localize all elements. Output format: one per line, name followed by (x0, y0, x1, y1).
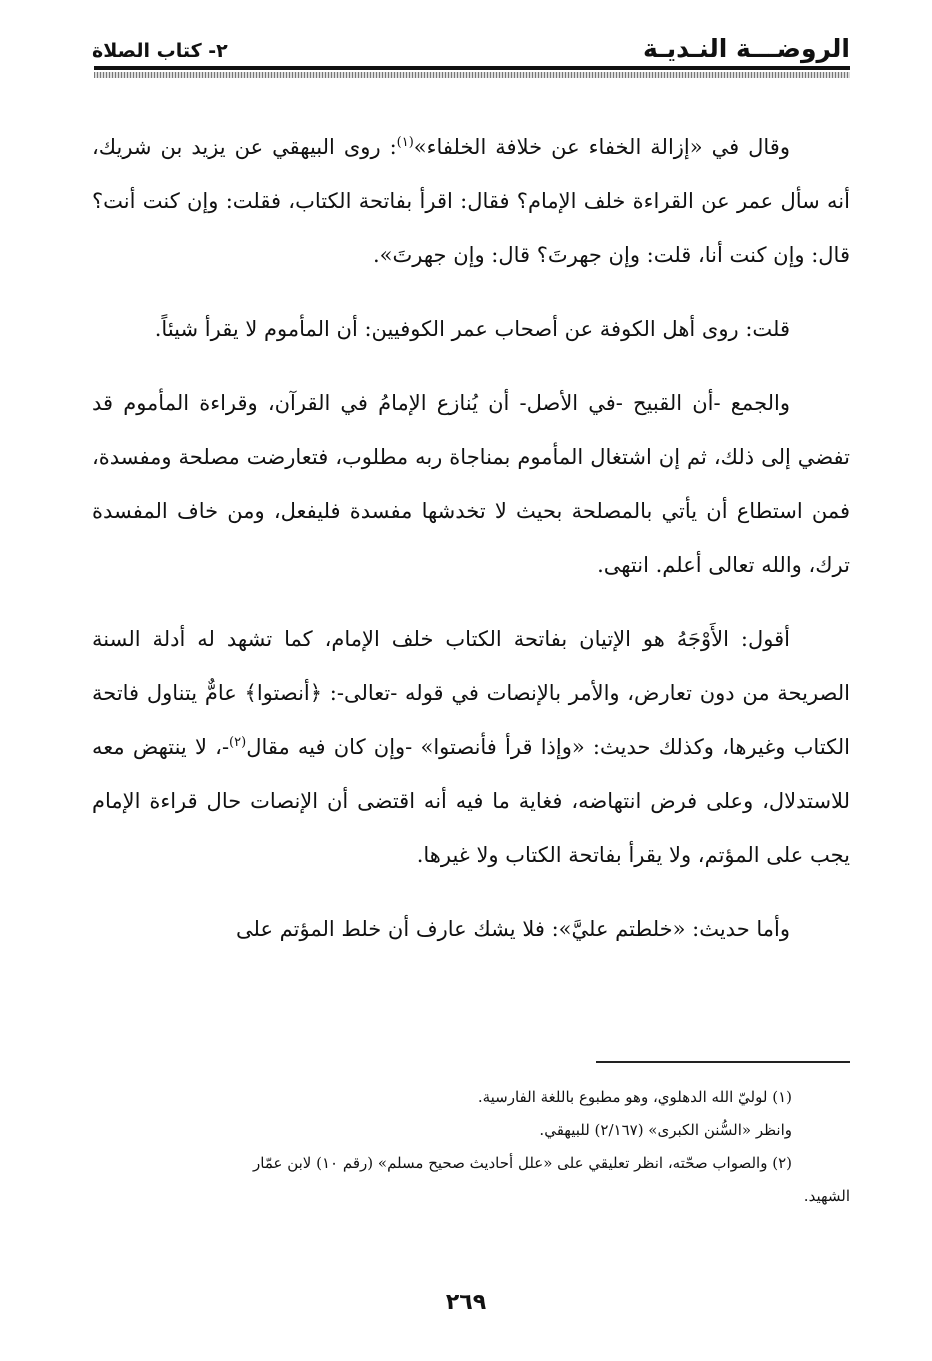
paragraph (92, 120, 850, 282)
paragraph-text: أقول: الأَوْجَهُ هو الإتيان بفاتحة الكتاب خلف الإمام، كما تشهد له أدلة السنة الصريحة من دون تعارض، والأمر بالإنصات في قوله -تعالى-: ﴿أنصتوا﴾ عامٌّ يتناول فاتحة الكتاب وغيرها، وكذلك حديث: «وإذا قرأ فأنصتوا» -وإن كان فيه مقال (92, 627, 850, 759)
paragraph-text: والجمع -أن القبيح -في الأصل- أن يُنازع الإمامُ في القرآن، وقراءة المأموم قد تفضي إلى ذلك، ثم إن اشتغال المأموم بمناجاة ربه مطلوب، فتعارضت مصلحة ومفسدة، فمن استطاع أن يأتي بالمصلحة بحيث لا تخدشها مفسدة فليفعل، ومن خاف المفسدة ترك، والله تعالى أعلم. انتهى. (92, 391, 850, 577)
header-rule-pattern (94, 72, 850, 78)
footnote-item: وانظر «السُّنن الكبرى» (٢/١٦٧) للبيهقي. (539, 1121, 792, 1139)
page-number: ٢٦٩ (445, 1290, 487, 1315)
paragraph (92, 302, 850, 356)
header-rule (94, 66, 850, 70)
page-header (92, 30, 850, 64)
footnote-item: الشهيد. (803, 1187, 850, 1205)
footnote-item: (٢) والصواب صحّته، انظر تعليقي على «علل أحاديث صحيح مسلم» (رقم ١٠) لابن عمّار (253, 1154, 792, 1172)
chapter-title: ٢- كتاب الصلاة (92, 40, 228, 62)
paragraph (92, 612, 850, 882)
paragraph-text: قلت: روى أهل الكوفة عن أصحاب عمر الكوفيين: أن المأموم لا يقرأ شيئاً. (154, 317, 790, 341)
paragraph-text: : روى البيهقي عن يزيد بن شريك، أنه سأل عمر عن القراءة خلف الإمام؟ فقال: اقرأ بفاتحة الكتاب، فقلت: وإن كنت أنت؟ قال: وإن كنت أنا، قلت: وإن جهرتَ؟ قال: وإن جهرتَ». (92, 135, 850, 267)
running-title: الروضـــة النـديـة (643, 34, 850, 63)
footnote-item: (١) لوليّ الله الدهلوي، وهو مطبوع باللغة الفارسية. (477, 1088, 792, 1106)
body-text (92, 120, 850, 976)
footnote-rule (596, 1061, 850, 1063)
footnotes (92, 1082, 850, 1214)
footnote-ref: (١) (396, 135, 414, 150)
paragraph (92, 376, 850, 592)
paragraph-text: وقال في «إزالة الخفاء عن خلافة الخلفاء» (413, 135, 790, 159)
paragraph-text: -، لا ينتهض معه للاستدلال، وعلى فرض انتهاضه، فغاية ما فيه أنه اقتضى أن الإنصات حال قراءة الإمام يجب على المؤتم، ولا يقرأ بفاتحة الكتاب ولا غيرها. (92, 735, 850, 867)
paragraph-text: وأما حديث: «خلطتم عليَّ»: فلا يشك عارف أن خلط المؤتم على (236, 917, 790, 941)
paragraph (92, 902, 850, 956)
footnote-ref: (٢) (229, 735, 247, 750)
